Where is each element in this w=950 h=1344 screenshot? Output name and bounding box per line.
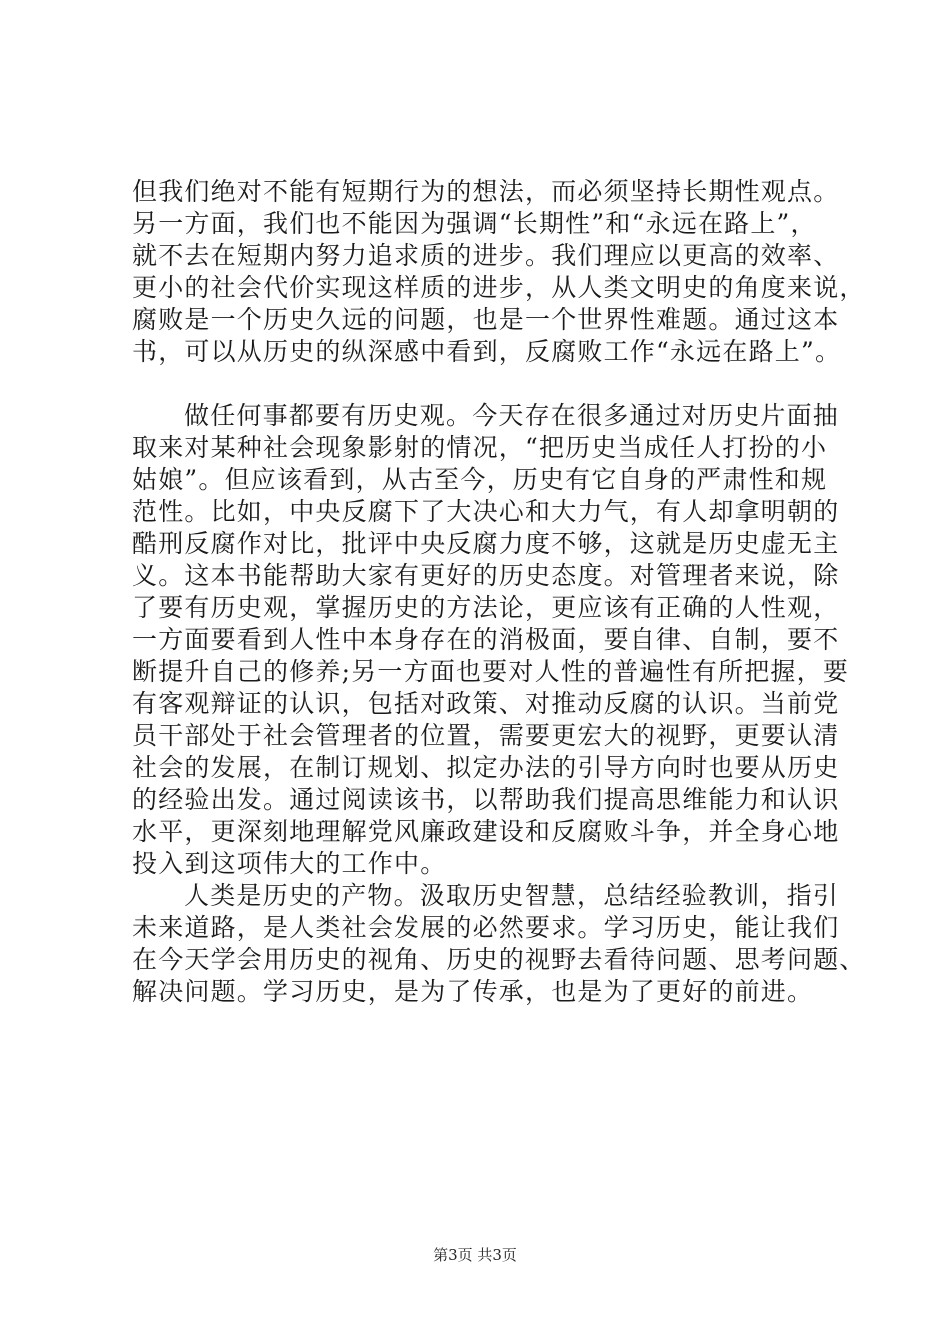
text-line: 的经验出发。通过阅读该书，以帮助我们提高思维能力和认识: [132, 785, 840, 814]
text-line: 但我们绝对不能有短期行为的想法，而必须坚持长期性观点。: [132, 177, 840, 206]
text-line: 就不去在短期内努力追求质的进步。我们理应以更高的效率、: [132, 241, 840, 270]
text-line: 更小的社会代价实现这样质的进步，从人类文明史的角度来说，: [132, 273, 866, 302]
text-line: 水平，更深刻地理解党风廉政建设和反腐败斗争，并全身心地: [132, 817, 840, 846]
text-line: 社会的发展，在制订规划、拟定办法的引导方向时也要从历史: [132, 753, 840, 782]
text-line: 投入到这项伟大的工作中。: [132, 849, 447, 878]
text-line: 另一方面，我们也不能因为强调“长期性”和“永远在路上”，: [132, 209, 817, 238]
text-line: 姑娘”。但应该看到，从古至今，历史有它自身的严肃性和规: [132, 465, 828, 494]
text-line: 腐败是一个历史久远的问题，也是一个世界性难题。通过这本: [132, 305, 840, 334]
text-line: 未来道路，是人类社会发展的必然要求。学习历史，能让我们: [132, 913, 840, 942]
text-line: 在今天学会用历史的视角、历史的视野去看待问题、思考问题、: [132, 945, 866, 974]
text-line-first: 做任何事都要有历史观。今天存在很多通过对历史片面抽: [184, 401, 840, 430]
text-line: 取来对某种社会现象影射的情况，“把历史当成任人打扮的小: [132, 433, 828, 462]
paragraph-history-view: [132, 400, 866, 1008]
text-line: 范性。比如，中央反腐下了大决心和大力气，有人却拿明朝的: [132, 497, 840, 526]
text-line: 书，可以从历史的纵深感中看到，反腐败工作“永远在路上”。: [132, 337, 842, 366]
paragraph-continuation: [132, 176, 866, 368]
text-line: 断提升自己的修养;另一方面也要对人性的普遍性有所把握，要: [132, 657, 850, 686]
page-footer: 第3页 共3页: [433, 1246, 517, 1264]
text-line-first: 人类是历史的产物。汲取历史智慧，总结经验教训，指引: [184, 881, 840, 910]
text-line: 酷刑反腐作对比，批评中央反腐力度不够，这就是历史虚无主: [132, 529, 840, 558]
text-line: 有客观辩证的认识，包括对政策、对推动反腐的认识。当前党: [132, 689, 840, 718]
text-line: 一方面要看到人性中本身存在的消极面，要自律、自制，要不: [132, 625, 840, 654]
text-line: 了要有历史观，掌握历史的方法论，更应该有正确的人性观，: [132, 593, 840, 622]
text-line: 义。这本书能帮助大家有更好的历史态度。对管理者来说，除: [132, 561, 840, 590]
text-line: 解决问题。学习历史，是为了传承，也是为了更好的前进。: [132, 977, 814, 1006]
text-line: 员干部处于社会管理者的位置，需要更宏大的视野，更要认清: [132, 721, 840, 750]
